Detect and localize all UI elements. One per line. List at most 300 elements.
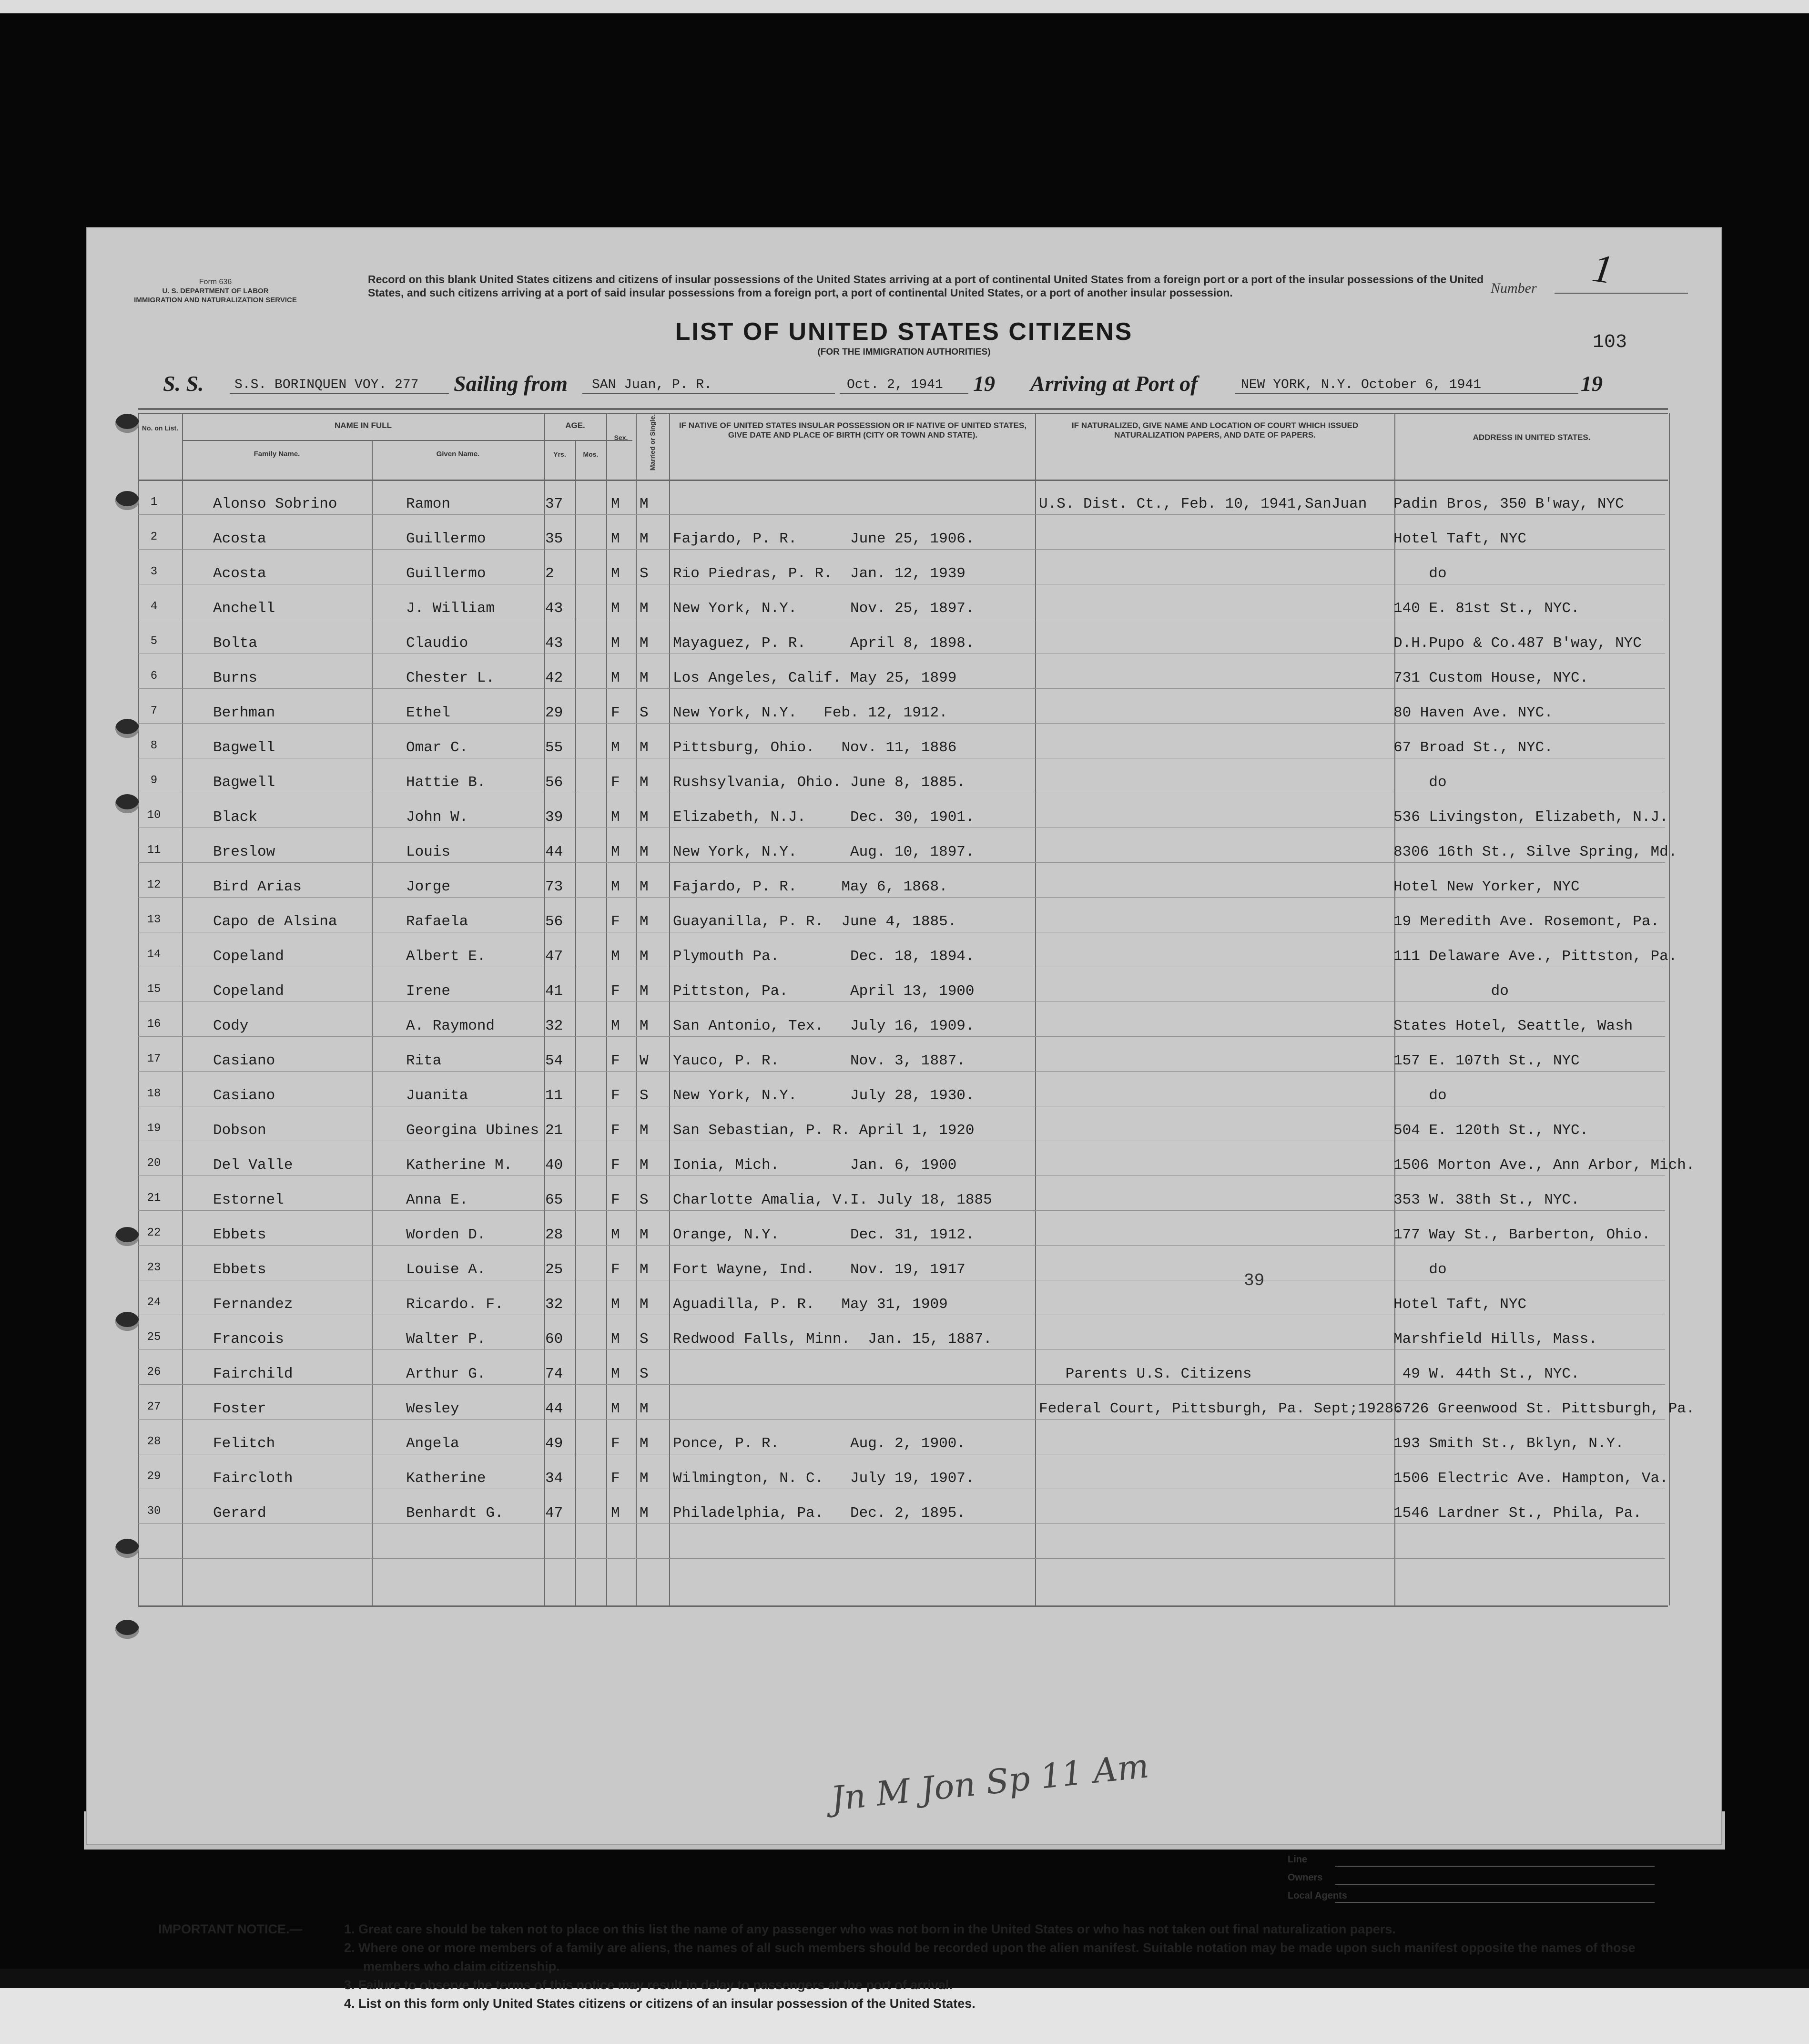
table-row [87, 1315, 1721, 1349]
table-row [87, 480, 1721, 514]
sex: F [611, 705, 620, 721]
birth-place-date: Plymouth Pa. Dec. 18, 1894. [673, 948, 975, 965]
us-address: 67 Broad St., NYC. [1393, 739, 1553, 756]
row-number: 9 [150, 774, 158, 787]
row-number: 6 [150, 670, 158, 683]
given-name: Anna E. [406, 1192, 468, 1208]
family-name: Casiano [213, 1087, 275, 1104]
punch-hole [115, 1227, 139, 1246]
given-name: Guillermo [406, 531, 486, 547]
us-address: 49 W. 44th St., NYC. [1393, 1366, 1580, 1382]
age-years: 29 [545, 705, 563, 721]
table-row [87, 1349, 1721, 1384]
us-address: 504 E. 120th St., NYC. [1393, 1122, 1589, 1139]
row-number: 3 [150, 565, 158, 578]
birth-place-date: Orange, N.Y. Dec. 31, 1912. [673, 1226, 975, 1243]
sex: M [611, 879, 620, 895]
family-name: Faircloth [213, 1470, 293, 1487]
birth-place-date: Fajardo, P. R. May 6, 1868. [673, 879, 948, 895]
table-row [87, 1384, 1721, 1419]
birth-place-date: Wilmington, N. C. July 19, 1907. [673, 1470, 975, 1487]
number-value: 1 [1589, 245, 1616, 293]
row-number: 15 [147, 983, 161, 996]
notice-lead: IMPORTANT NOTICE.— [158, 1922, 303, 1936]
owners-label: Owners [1288, 1872, 1323, 1883]
age-years: 43 [545, 600, 563, 617]
punch-hole [115, 794, 139, 813]
given-name: A. Raymond [406, 1018, 495, 1034]
sex: M [611, 1505, 620, 1522]
birth-place-date: Rio Piedras, P. R. Jan. 12, 1939 [673, 565, 965, 582]
header-address: ADDRESS IN UNITED STATES. [1473, 433, 1591, 442]
header-name-in-full: NAME IN FULL [335, 421, 392, 430]
header-given-name: Given Name. [436, 450, 480, 458]
table-row [87, 1245, 1721, 1280]
age-years: 73 [545, 879, 563, 895]
given-name: J. William [406, 600, 495, 617]
row-number: 18 [147, 1087, 161, 1100]
row-number: 24 [147, 1296, 161, 1309]
sex: M [611, 531, 620, 547]
birth-place-date: Redwood Falls, Minn. Jan. 15, 1887. [673, 1331, 992, 1348]
given-name: Hattie B. [406, 774, 486, 791]
sex: F [611, 1261, 620, 1278]
family-name: Alonso Sobrino [213, 496, 337, 512]
table-row [87, 862, 1721, 897]
table-row [87, 1489, 1721, 1523]
given-name: Ethel [406, 705, 451, 721]
family-name: Breslow [213, 844, 275, 860]
us-address: do [1393, 1261, 1447, 1278]
marital-status: S [640, 705, 649, 721]
table-row [87, 1036, 1721, 1071]
film-top-edge [0, 0, 1809, 13]
row-number: 27 [147, 1400, 161, 1413]
marital-status: M [640, 670, 649, 686]
age-years: 34 [545, 1470, 563, 1487]
birth-place-date: Fort Wayne, Ind. Nov. 19, 1917 [673, 1261, 965, 1278]
sex: M [611, 565, 620, 582]
sex: M [611, 635, 620, 652]
sex: F [611, 774, 620, 791]
table-row [87, 549, 1721, 584]
from-port: SAN Juan, P. R. [592, 378, 712, 392]
row-number: 28 [147, 1435, 161, 1448]
age-years: 2 [545, 565, 554, 582]
marital-status: M [640, 844, 649, 860]
page-title: LIST OF UNITED STATES CITIZENS [675, 318, 1133, 346]
naturalization-info: U.S. Dist. Ct., Feb. 10, 1941,SanJuan [1039, 496, 1367, 512]
year-label-1: 19 [973, 371, 995, 396]
marital-status: M [640, 1470, 649, 1487]
header-married: Married or Single. [649, 414, 656, 471]
marital-status: M [640, 1296, 649, 1313]
age-years: 40 [545, 1157, 563, 1174]
age-years: 47 [545, 1505, 563, 1522]
sex: M [611, 1400, 620, 1417]
given-name: Angela [406, 1435, 459, 1452]
sex: M [611, 809, 620, 826]
marital-status: M [640, 983, 649, 1000]
table-row [87, 1454, 1721, 1489]
sex: M [611, 1226, 620, 1243]
marital-status: M [640, 496, 649, 512]
age-years: 35 [545, 531, 563, 547]
marital-status: M [640, 1018, 649, 1034]
line-label: Line [1288, 1854, 1308, 1865]
birth-place-date: San Sebastian, P. R. April 1, 1920 [673, 1122, 975, 1139]
row-number: 17 [147, 1053, 161, 1065]
sex: M [611, 1366, 620, 1382]
sailing-label: Sailing from [454, 371, 568, 396]
age-years: 28 [545, 1226, 563, 1243]
birth-place-date: Charlotte Amalia, V.I. July 18, 1885 [673, 1192, 992, 1208]
given-name: Louise A. [406, 1261, 486, 1278]
family-name: Acosta [213, 531, 266, 547]
header-naturalized: IF NATURALIZED, GIVE NAME AND LOCATION OF COURT WHICH ISSUED NATURALIZATION PAPERS, AND DATE OF PAPERS. [1071, 421, 1359, 439]
age-years: 44 [545, 1400, 563, 1417]
age-years: 32 [545, 1296, 563, 1313]
table-row [87, 1175, 1721, 1210]
row-number: 23 [147, 1261, 161, 1274]
table-row [87, 1141, 1721, 1175]
given-name: Arthur G. [406, 1366, 486, 1382]
marital-status: M [640, 1122, 649, 1139]
age-years: 74 [545, 1366, 563, 1382]
age-years: 44 [545, 844, 563, 860]
us-address: 111 Delaware Ave., Pittston, Pa. [1393, 948, 1677, 965]
family-name: Black [213, 809, 258, 826]
row-number: 14 [147, 948, 161, 961]
punch-hole [115, 414, 139, 433]
given-name: Guillermo [406, 565, 486, 582]
number-label: Number [1491, 280, 1537, 296]
family-name: Copeland [213, 948, 284, 965]
table-row [87, 932, 1721, 967]
given-name: Albert E. [406, 948, 486, 965]
age-years: 65 [545, 1192, 563, 1208]
ss-label: S. S. [163, 371, 204, 396]
manifest-sheet [87, 228, 1721, 2011]
us-address: 731 Custom House, NYC. [1393, 670, 1589, 686]
age-years: 32 [545, 1018, 563, 1034]
notice-item: 4. List on this form only United States citizens or citizens of an insular possession of the United States. [344, 1996, 976, 2011]
marital-status: M [640, 1505, 649, 1522]
marital-status: M [640, 739, 649, 756]
table-row [87, 828, 1721, 862]
row-number: 4 [150, 600, 158, 613]
sex: F [611, 1470, 620, 1487]
notice-item: 1. Great care should be taken not to place on this list the name of any passenger who was not born in the United States or who has not taken out final naturalization papers. [344, 1922, 1396, 1936]
service-name: IMMIGRATION AND NATURALIZATION SERVICE [134, 296, 297, 304]
family-name: Bagwell [213, 774, 275, 791]
given-name: John W. [406, 809, 468, 826]
table-row [87, 723, 1721, 758]
given-name: Benhardt G. [406, 1505, 504, 1522]
sex: F [611, 1053, 620, 1069]
birth-place-date: Fajardo, P. R. June 25, 1906. [673, 531, 975, 547]
header-birth: IF NATIVE OF UNITED STATES INSULAR POSSESSION OR IF NATIVE OF UNITED STATES, GIVE DATE AND PLACE OF BIRTH (CITY OR TOWN AND STATE). [679, 421, 1027, 439]
sex: M [611, 600, 620, 617]
family-name: Dobson [213, 1122, 266, 1139]
birth-place-date: New York, N.Y. July 28, 1930. [673, 1087, 975, 1104]
row-number: 13 [147, 913, 161, 926]
age-years: 25 [545, 1261, 563, 1278]
given-name: Louis [406, 844, 451, 860]
us-address: 8306 16th St., Silve Spring, Md. [1393, 844, 1677, 860]
given-name: Ramon [406, 496, 451, 512]
ship-name: S.S. BORINQUEN VOY. 277 [234, 378, 419, 392]
birth-place-date: Aguadilla, P. R. May 31, 1909 [673, 1296, 948, 1313]
family-name: Capo de Alsina [213, 913, 337, 930]
family-name: Anchell [213, 600, 275, 617]
marital-status: S [640, 1192, 649, 1208]
us-address: 19 Meredith Ave. Rosemont, Pa. [1393, 913, 1660, 930]
form-number: Form 636 [199, 278, 232, 286]
header-yrs: Yrs. [553, 450, 566, 458]
family-name: Bird Arias [213, 879, 302, 895]
marital-status: S [640, 1331, 649, 1348]
birth-place-date: Ponce, P. R. Aug. 2, 1900. [673, 1435, 965, 1452]
family-name: Fairchild [213, 1366, 293, 1382]
given-name: Georgina Ubines [406, 1122, 539, 1139]
table-row [87, 967, 1721, 1002]
header-age: AGE. [565, 421, 585, 430]
row-number: 8 [150, 739, 158, 752]
table-row [87, 1071, 1721, 1106]
marital-status: M [640, 1261, 649, 1278]
marital-status: M [640, 1226, 649, 1243]
table-row [87, 1210, 1721, 1245]
birth-place-date: Yauco, P. R. Nov. 3, 1887. [673, 1053, 965, 1069]
age-years: 49 [545, 1435, 563, 1452]
sex: F [611, 913, 620, 930]
birth-place-date: Ionia, Mich. Jan. 6, 1900 [673, 1157, 957, 1174]
row-number: 25 [147, 1331, 161, 1344]
sex: F [611, 983, 620, 1000]
row-number: 2 [150, 531, 158, 543]
punch-hole [115, 1620, 139, 1639]
table-row [87, 1280, 1721, 1315]
department-name: U. S. DEPARTMENT OF LABOR [162, 287, 269, 295]
sex: M [611, 739, 620, 756]
given-name: Katherine M. [406, 1157, 513, 1174]
row-number: 26 [147, 1366, 161, 1379]
family-name: Del Valle [213, 1157, 293, 1174]
sex: M [611, 496, 620, 512]
us-address: 157 E. 107th St., NYC [1393, 1053, 1580, 1069]
row-number: 7 [150, 705, 158, 717]
birth-place-date: Mayaguez, P. R. April 8, 1898. [673, 635, 975, 652]
punch-hole [115, 1539, 139, 1558]
given-name: Irene [406, 983, 451, 1000]
age-years: 42 [545, 670, 563, 686]
birth-place-date: Rushsylvania, Ohio. June 8, 1885. [673, 774, 965, 791]
marital-status: M [640, 1400, 649, 1417]
given-name: Rita [406, 1053, 442, 1069]
family-name: Ebbets [213, 1261, 266, 1278]
family-name: Foster [213, 1400, 266, 1417]
given-name: Katherine [406, 1470, 486, 1487]
age-years: 56 [545, 913, 563, 930]
us-address: do [1393, 983, 1509, 1000]
sail-date: Oct. 2, 1941 [847, 378, 943, 392]
birth-place-date: Elizabeth, N.J. Dec. 30, 1901. [673, 809, 975, 826]
notice-item: 2. Where one or more members of a family are aliens, the names of all such members should be recorded upon the alien manifest. Suitable notation may be made upon such manifest opposite the names of those members who claim citizenship. [344, 1941, 1636, 1973]
row-number: 12 [147, 879, 161, 891]
us-address: 140 E. 81st St., NYC. [1393, 600, 1580, 617]
family-name: Bolta [213, 635, 258, 652]
header-no: No. on List. [142, 424, 179, 432]
marital-status: M [640, 1157, 649, 1174]
row-number: 22 [147, 1226, 161, 1239]
sex: F [611, 1435, 620, 1452]
marital-status: M [640, 879, 649, 895]
sex: F [611, 1192, 620, 1208]
age-years: 21 [545, 1122, 563, 1139]
row-number: 20 [147, 1157, 161, 1170]
sex: F [611, 1122, 620, 1139]
row-number: 19 [147, 1122, 161, 1135]
table-row [87, 758, 1721, 793]
sex: M [611, 844, 620, 860]
us-address: 193 Smith St., Bklyn, N.Y. [1393, 1435, 1624, 1452]
table-row [87, 654, 1721, 688]
us-address: 177 Way St., Barberton, Ohio. [1393, 1226, 1651, 1243]
given-name: Chester L. [406, 670, 495, 686]
given-name: Omar C. [406, 739, 468, 756]
age-years: 60 [545, 1331, 563, 1348]
us-address: do [1393, 1087, 1447, 1104]
row-number: 29 [147, 1470, 161, 1483]
us-address: 1506 Morton Ave., Ann Arbor, Mich. [1393, 1157, 1695, 1174]
marital-status: S [640, 565, 649, 582]
family-name: Felitch [213, 1435, 275, 1452]
intro-text: Record on this blank United States citizens and citizens of insular possessions of the United States arriving at a port of continental United States from a foreign port or a port of the insular possessions of the United States, and such citizens arriving at a port of said insular possessions from a foreign port, a port of continental United States, or a port of another insular possession. [368, 273, 1484, 299]
header-sex: Sex. [614, 434, 628, 441]
row-number: 30 [147, 1505, 161, 1518]
marital-status: S [640, 1366, 649, 1382]
handwritten-signature: Jn M Jon Sp 11 Am [829, 1746, 1151, 1819]
us-address: do [1393, 565, 1447, 582]
owners-block [1288, 1854, 1347, 1909]
given-name: Worden D. [406, 1226, 486, 1243]
family-name: Acosta [213, 565, 266, 582]
birth-place-date: Pittsburg, Ohio. Nov. 11, 1886 [673, 739, 957, 756]
age-years: 54 [545, 1053, 563, 1069]
table-row [87, 584, 1721, 619]
row-number: 5 [150, 635, 158, 648]
count-note: 39 [1244, 1271, 1265, 1290]
punch-hole [115, 719, 139, 738]
punch-hole [115, 1312, 139, 1331]
marital-status: M [640, 1435, 649, 1452]
family-name: Fernandez [213, 1296, 293, 1313]
us-address: Padin Bros, 350 B'way, NYC [1393, 496, 1624, 512]
marital-status: M [640, 531, 649, 547]
sex: M [611, 1296, 620, 1313]
sex: F [611, 1157, 620, 1174]
table-row [87, 1002, 1721, 1036]
family-name: Copeland [213, 983, 284, 1000]
table-row [87, 1419, 1721, 1454]
row-number: 11 [147, 844, 161, 857]
age-years: 56 [545, 774, 563, 791]
naturalization-info: Parents U.S. Citizens [1039, 1366, 1252, 1382]
us-address: Hotel New Yorker, NYC [1393, 879, 1580, 895]
family-name: Cody [213, 1018, 249, 1034]
row-number: 16 [147, 1018, 161, 1031]
family-name: Estornel [213, 1192, 284, 1208]
birth-place-date: Philadelphia, Pa. Dec. 2, 1895. [673, 1505, 965, 1522]
age-years: 41 [545, 983, 563, 1000]
given-name: Rafaela [406, 913, 468, 930]
us-address: D.H.Pupo & Co.487 B'way, NYC [1393, 635, 1642, 652]
table-row [87, 1106, 1721, 1141]
birth-place-date: Guayanilla, P. R. June 4, 1885. [673, 913, 957, 930]
marital-status: M [640, 635, 649, 652]
marital-status: M [640, 913, 649, 930]
row-number: 1 [150, 496, 158, 509]
us-address: 1506 Electric Ave. Hampton, Va. [1393, 1470, 1668, 1487]
age-years: 47 [545, 948, 563, 965]
family-name: Francois [213, 1331, 284, 1348]
marital-status: M [640, 600, 649, 617]
us-address: Hotel Taft, NYC [1393, 531, 1527, 547]
family-name: Bagwell [213, 739, 275, 756]
us-address: Marshfield Hills, Mass. [1393, 1331, 1597, 1348]
table-row [87, 514, 1721, 549]
local-agents-label: Local Agents [1288, 1891, 1347, 1901]
age-years: 43 [545, 635, 563, 652]
marital-status: M [640, 809, 649, 826]
given-name: Jorge [406, 879, 451, 895]
age-years: 39 [545, 809, 563, 826]
sex: F [611, 1087, 620, 1104]
birth-place-date: Los Angeles, Calif. May 25, 1899 [673, 670, 957, 686]
us-address: 6726 Greenwood St. Pittsburgh, Pa. [1393, 1400, 1695, 1417]
arriving-label: Arriving at Port of [1030, 371, 1198, 396]
table-row [87, 619, 1721, 654]
marital-status: S [640, 1087, 649, 1104]
us-address: do [1393, 774, 1447, 791]
row-number: 21 [147, 1192, 161, 1205]
birth-place-date: New York, N.Y. Feb. 12, 1912. [673, 705, 948, 721]
page-subtitle: (FOR THE IMMIGRATION AUTHORITIES) [817, 347, 991, 357]
table-row [87, 688, 1721, 723]
family-name: Gerard [213, 1505, 266, 1522]
family-name: Burns [213, 670, 258, 686]
given-name: Walter P. [406, 1331, 486, 1348]
birth-place-date: New York, N.Y. Nov. 25, 1897. [673, 600, 975, 617]
us-address: 1546 Lardner St., Phila, Pa. [1393, 1505, 1642, 1522]
header-family-name: Family Name. [254, 450, 300, 458]
marital-status: M [640, 948, 649, 965]
family-name: Casiano [213, 1053, 275, 1069]
sex: M [611, 670, 620, 686]
page-number: 103 [1593, 332, 1627, 353]
given-name: Juanita [406, 1087, 468, 1104]
age-years: 55 [545, 739, 563, 756]
age-years: 11 [545, 1087, 563, 1104]
year-label-2: 19 [1581, 371, 1603, 396]
row-number: 10 [147, 809, 161, 822]
us-address: 80 Haven Ave. NYC. [1393, 705, 1553, 721]
arrival-port-date: NEW YORK, N.Y. October 6, 1941 [1241, 378, 1482, 392]
sex: M [611, 1018, 620, 1034]
given-name: Claudio [406, 635, 468, 652]
sex: M [611, 1331, 620, 1348]
